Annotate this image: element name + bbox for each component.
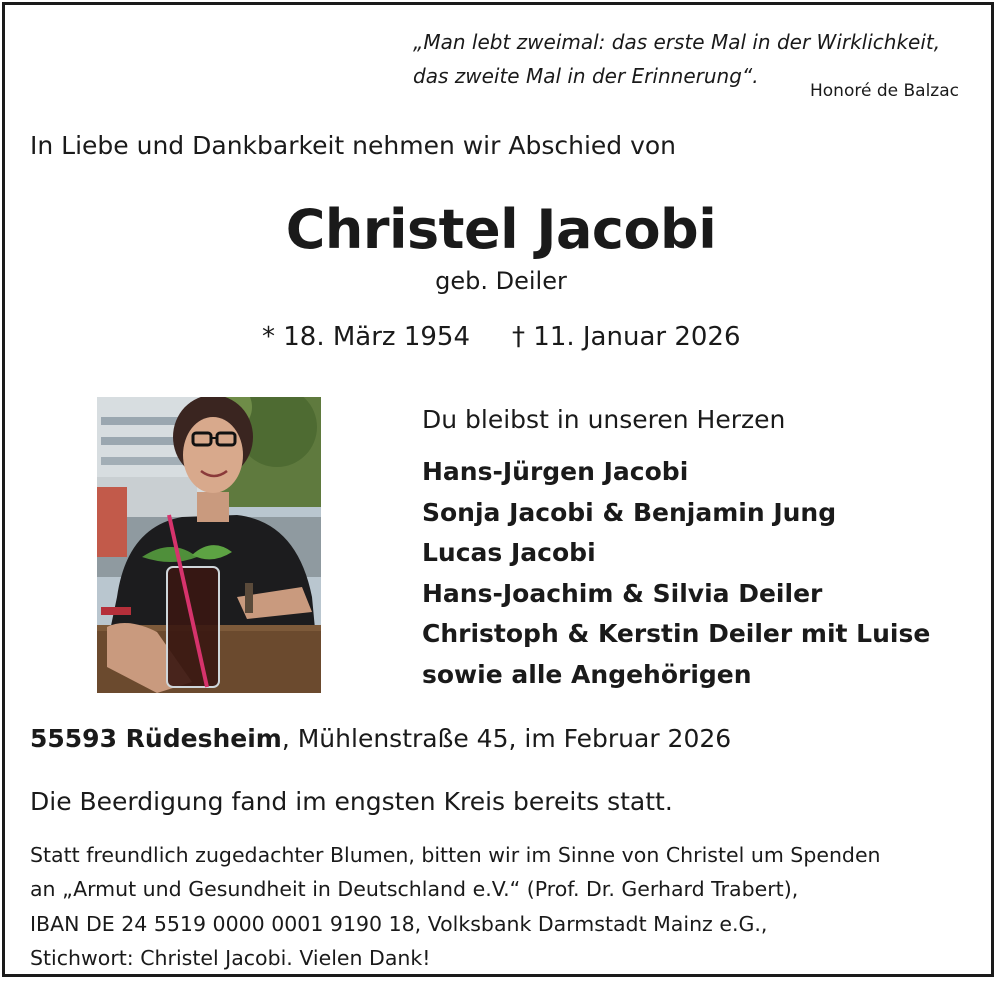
mourners-list [422,452,930,696]
mourner-entry: Hans-Joachim & Silvia Deiler [422,578,823,608]
life-dates [262,322,741,352]
address-place: 55593 Rüdesheim [30,724,282,753]
deceased-name: Christel Jacobi [285,198,717,261]
address-rest: , Mühlenstraße 45, im Februar 2026 [281,724,732,753]
quote-line-2: das zweite Mal in der Erinnerung“. [413,64,759,88]
donation-line: Stichwort: Christel Jacobi. Vielen Dank! [30,945,431,970]
mourner-entry: Sonja Jacobi & Benjamin Jung [422,497,837,527]
quote-line-1: „Man lebt zweimal: das erste Mal in der Wirklichkeit, [413,30,941,54]
obituary-notice [2,2,994,977]
donation-line: an „Armut und Gesundheit in Deutschland e.V.“ (Prof. Dr. Gerhard Trabert), [30,877,799,902]
donation-line: Statt freundlich zugedachter Blumen, bitten wir im Sinne von Christel um Spenden [30,843,881,867]
portrait-photo [97,397,321,693]
death-date: † 11. Januar 2026 [512,322,741,352]
donation-request [30,838,881,975]
mourner-entry: Hans-Jürgen Jacobi [422,457,689,486]
mourner-entry: Lucas Jacobi [422,538,596,568]
address-line [30,724,731,753]
mourner-entry: Christoph & Kerstin Deiler mit Luise [422,619,931,649]
farewell-text: Du bleibst in unseren Herzen [422,405,786,434]
donation-line: IBAN DE 24 5519 0000 0001 9190 18, Volksbank Darmstadt Mainz e.G., [30,911,768,936]
birth-name: geb. Deiler [435,267,567,295]
burial-notice: Die Beerdigung fand im engsten Kreis bereits statt. [30,787,673,816]
quote-author: Honoré de Balzac [810,81,959,101]
intro-text: In Liebe und Dankbarkeit nehmen wir Abschied von [30,131,677,160]
birth-date: * 18. März 1954 [262,322,471,352]
mourner-entry: sowie alle Angehörigen [422,659,752,689]
